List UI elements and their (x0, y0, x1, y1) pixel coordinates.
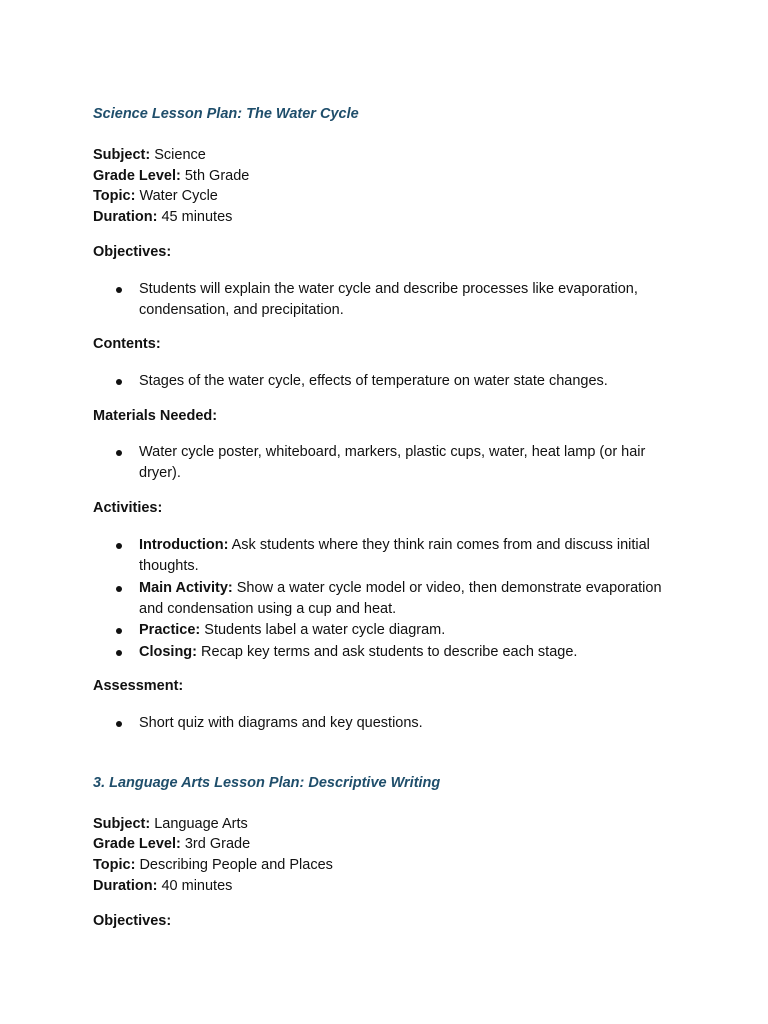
materials-list (93, 442, 683, 485)
activities-heading: Activities: (93, 500, 163, 516)
activity-text: Ask students where they think rain comes from and discuss initial thoughts. (139, 537, 650, 574)
list-item (93, 620, 683, 641)
meta-value: Describing People and Places (135, 857, 333, 873)
meta-label: Topic: (93, 857, 136, 873)
meta-label: Subject: (93, 816, 151, 832)
activity-text: Students label a water cycle diagram. (200, 622, 446, 638)
meta-value: 40 minutes (157, 878, 233, 894)
list-item-text: Students will explain the water cycle and describe processes like evaporation, condensation, and precipitation. (139, 281, 638, 318)
activities-list (93, 535, 683, 663)
meta-label: Grade Level: (93, 836, 181, 852)
list-item-text: Stages of the water cycle, effects of temperature on water state changes. (139, 373, 608, 389)
assessment-list (93, 713, 683, 735)
activity-label: Closing: (139, 643, 197, 660)
bullet-icon (116, 287, 122, 293)
bullet-icon (116, 650, 122, 656)
bullet-icon (116, 628, 122, 634)
meta-subject (93, 145, 206, 166)
list-item (93, 442, 683, 484)
meta-topic (93, 855, 333, 876)
bullet-icon (116, 721, 122, 727)
meta-value: Language Arts (150, 816, 248, 832)
assessment-heading: Assessment: (93, 678, 184, 694)
meta-grade-level (93, 834, 250, 855)
bullet-icon (116, 379, 122, 385)
meta-label: Topic: (93, 188, 136, 204)
meta-topic (93, 186, 218, 207)
meta-value: Water Cycle (135, 188, 218, 204)
lesson-plan-title: 3. Language Arts Lesson Plan: Descriptive Writing (93, 775, 441, 791)
list-item (93, 279, 683, 321)
meta-value: Science (150, 147, 206, 163)
meta-duration (93, 207, 232, 228)
meta-label: Subject: (93, 147, 151, 163)
meta-label: Grade Level: (93, 168, 181, 184)
bullet-icon (116, 543, 122, 549)
objectives-heading: Objectives: (93, 913, 172, 929)
contents-heading: Contents: (93, 336, 161, 352)
list-item (93, 535, 683, 577)
list-item-text: Short quiz with diagrams and key questions. (139, 715, 423, 731)
meta-duration (93, 876, 232, 897)
meta-subject (93, 814, 248, 835)
meta-value: 5th Grade (180, 168, 250, 184)
meta-value: 3rd Grade (180, 836, 251, 852)
activity-label: Main Activity: (139, 579, 233, 596)
list-item (93, 578, 683, 620)
bullet-icon (116, 586, 122, 592)
meta-label: Duration: (93, 209, 158, 225)
list-item (93, 371, 683, 392)
meta-grade-level (93, 166, 249, 187)
lesson-plan-title: Science Lesson Plan: The Water Cycle (93, 106, 359, 122)
objectives-list (93, 279, 683, 322)
materials-heading: Materials Needed: (93, 408, 218, 424)
activity-text: Recap key terms and ask students to describe each stage. (197, 643, 578, 660)
activity-label: Practice: (139, 622, 201, 638)
meta-value: 45 minutes (157, 209, 233, 225)
bullet-icon (116, 450, 122, 456)
activity-label: Introduction: (139, 537, 229, 553)
activity-text: Show a water cycle model or video, then demonstrate evaporation and condensation using a cup and heat. (139, 579, 662, 617)
list-item (93, 713, 683, 734)
list-item (93, 642, 683, 663)
contents-list (93, 371, 683, 393)
meta-label: Duration: (93, 878, 158, 894)
objectives-heading: Objectives: (93, 244, 172, 260)
list-item-text: Water cycle poster, whiteboard, markers, plastic cups, water, heat lamp (or hair dryer). (139, 444, 646, 481)
